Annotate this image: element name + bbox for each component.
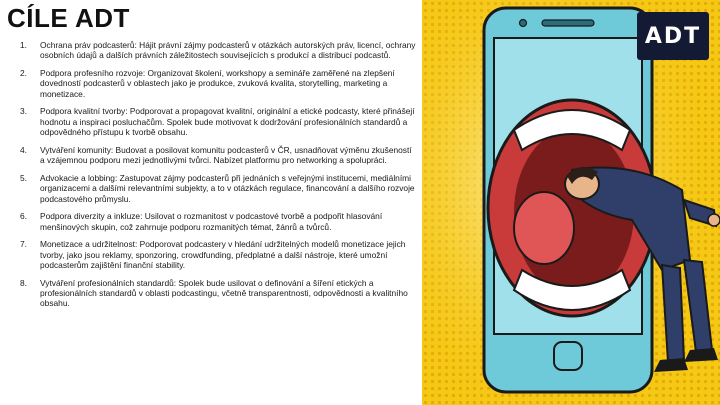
list-item <box>8 278 416 309</box>
list-item-text: Ochrana práv podcasterů: Hájit právní zájmy podcasterů v otázkách autorských práv, licencí, ochrany osobních údajů a dalších právních záležitostech souvisejících s produkcí a distribucí podcastů. <box>40 40 416 61</box>
list-item <box>8 40 416 61</box>
list-item-text: Monetizace a udržitelnost: Podporovat podcastery v hledání udržitelných modelů monetizace jejich tvorby, jako jsou reklamy, sponzoring, crowdfunding, předplatné a další nástroje, které umožní podcasterům zajištění finanční stability. <box>40 239 406 271</box>
illustration-panel <box>422 0 720 405</box>
list-item <box>8 173 416 204</box>
list-item-number: 2. <box>20 68 27 78</box>
list-item <box>8 68 416 99</box>
page-title: CÍLE ADT <box>7 3 130 33</box>
list-item <box>8 145 416 166</box>
list-item-number: 5. <box>20 172 27 183</box>
list-item-text: Vytváření komunity: Budovat a posilovat komunitu podcasterů v ČR, usnadňovat výměnu zkušeností a vzájemnou podporu mezi jednotlivými tvůrci. Nabízet platformu pro networking a spolupráci. <box>40 144 412 166</box>
list-item-text: Podpora kvalitní tvorby: Podporovat a propagovat kvalitní, originální a etické podcasty, které přinášejí hodnotu a inspiraci posluchačům. Spolek bude motivovat k dodržování profesionálních standardů a odpovědného přístupu k tvorbě obsahu. <box>40 106 415 138</box>
list-item-number: 6. <box>20 211 27 222</box>
list-item <box>8 211 416 232</box>
list-item-text: Advokacie a lobbing: Zastupovat zájmy podcasterů při jednáních s veřejnými institucemi, mediálními organizacemi a dalšími relevantními subjekty, a to v otázkách regulace, financování a dalšího rozvoje podcastového průmyslu. <box>40 172 415 204</box>
pop-art-illustration <box>422 0 720 405</box>
adt-logo <box>637 12 709 60</box>
list-item-number: 4. <box>20 144 27 155</box>
list-item-number: 7. <box>20 239 27 250</box>
list-item-number: 3. <box>20 106 27 117</box>
list-item <box>8 106 416 137</box>
list-item-number: 1. <box>20 40 27 50</box>
list-item-text: Podpora diverzity a inkluze: Usilovat o rozmanitost v podcastové tvorbě a podpořit hlasování menšinových skupin, což zahrnuje podporu rozmanitých témat, žánrů a tvůrců. <box>40 211 383 232</box>
goals-list <box>8 40 416 316</box>
list-item-text: Podpora profesního rozvoje: Organizovat školení, workshopy a semináře zaměřené na zlepšení dovedností podcasterů v oblastech jako je produkce, zvuková kvalita, storytelling, marketing a monetizace. <box>40 68 395 99</box>
list-item <box>8 239 416 270</box>
logo-text: ADT <box>644 23 702 49</box>
list-item-text: Vytváření profesionálních standardů: Spolek bude usilovat o definování a šíření etických a profesionálních standardů v oblasti podcastingu, včetně transparentnosti, odpovědnosti a kvalitního obsahu. <box>40 277 408 309</box>
list-item-number: 8. <box>20 277 27 288</box>
